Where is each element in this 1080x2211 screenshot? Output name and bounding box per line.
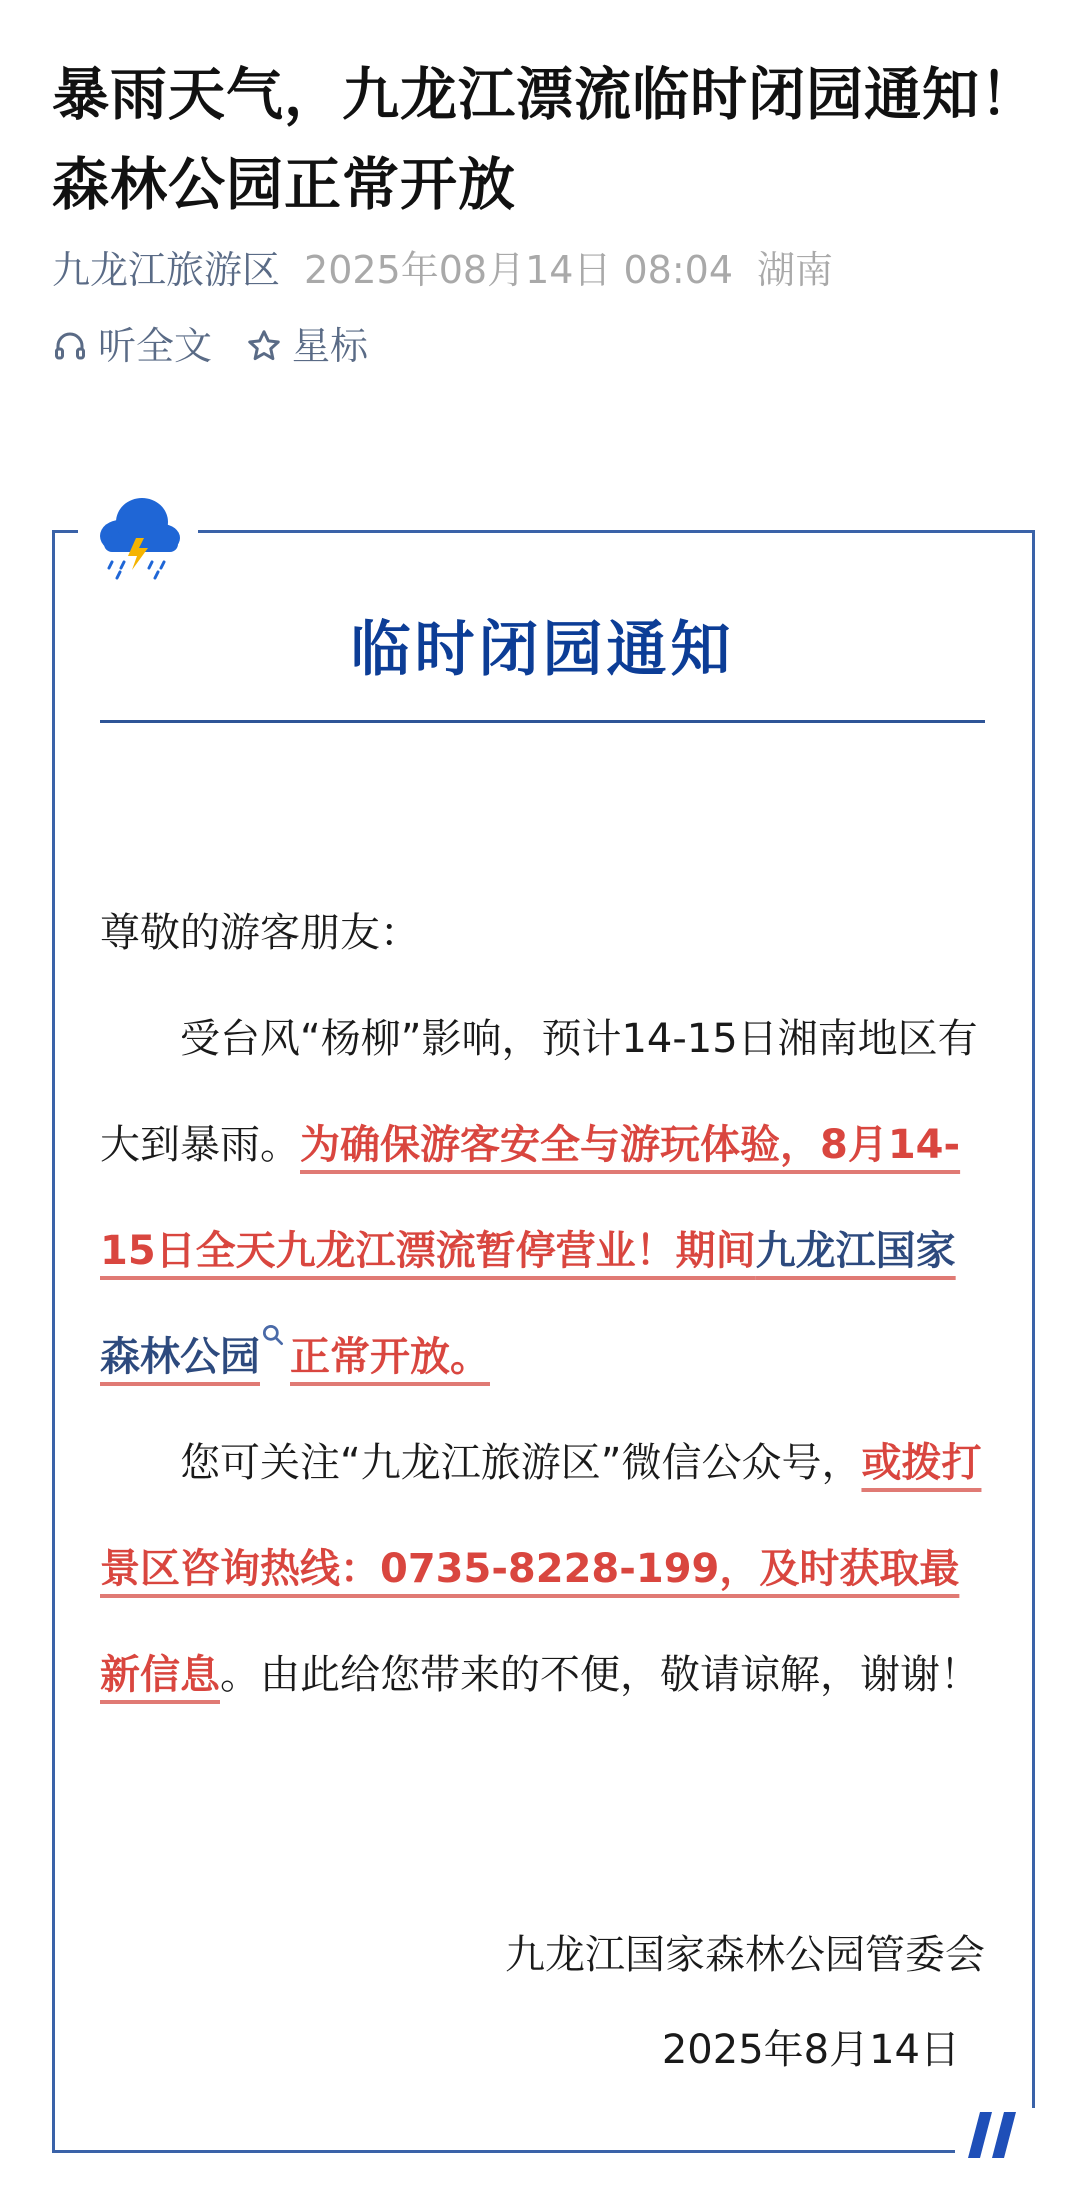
slash-decoration-icon	[962, 2110, 1032, 2160]
article-actions	[52, 318, 402, 374]
publish-datetime: 2025年08月14日 08:04	[304, 248, 734, 292]
listen-label: 听全文	[98, 324, 213, 368]
hotline-highlight: 或拨打景区咨询热线：0735-8228-199，及时获取最新信息	[100, 1440, 982, 1698]
title-divider	[100, 720, 985, 723]
forest-park-link[interactable]: 九龙江国家森林公园	[100, 1228, 956, 1380]
article-title: 暴雨天气，九龙江漂流临时闭园通知！森林公园正常开放	[52, 62, 1038, 218]
article-meta	[52, 242, 833, 298]
listen-button[interactable]	[52, 318, 212, 374]
thunderstorm-cloud-icon	[90, 488, 186, 584]
notice-title: 临时闭园通知	[350, 615, 735, 685]
signature-date: 2025年8月14日	[661, 2027, 960, 2073]
signature: 九龙江国家森林公园管委会	[505, 1932, 985, 1978]
paragraph-2-text-a: 您可关注“九龙江旅游区”微信公众号，	[180, 1440, 862, 1486]
open-highlight: 正常开放。	[290, 1334, 490, 1380]
star-icon	[246, 328, 282, 364]
notice-paragraph-2	[100, 1410, 985, 1728]
notice-paragraph-1	[100, 986, 985, 1410]
publish-region: 湖南	[757, 248, 834, 292]
search-icon[interactable]	[260, 1322, 286, 1348]
star-label: 星标	[292, 324, 369, 368]
paragraph-2-text-b: 。由此给您带来的不便，敬请谅解，谢谢！	[220, 1652, 980, 1698]
author-link[interactable]: 九龙江旅游区	[52, 248, 281, 292]
headphones-icon	[52, 328, 88, 364]
paragraph-1-text: 受台风“杨柳”影响，预计14-15日湘南地区有大到暴雨。	[100, 1016, 978, 1168]
closure-highlight: 为确保游客安全与游玩体验，8月14-15日全天九龙江漂流暂停营业！期间	[100, 1122, 961, 1274]
greeting: 尊敬的游客朋友：	[100, 910, 420, 956]
star-button[interactable]	[246, 318, 368, 374]
